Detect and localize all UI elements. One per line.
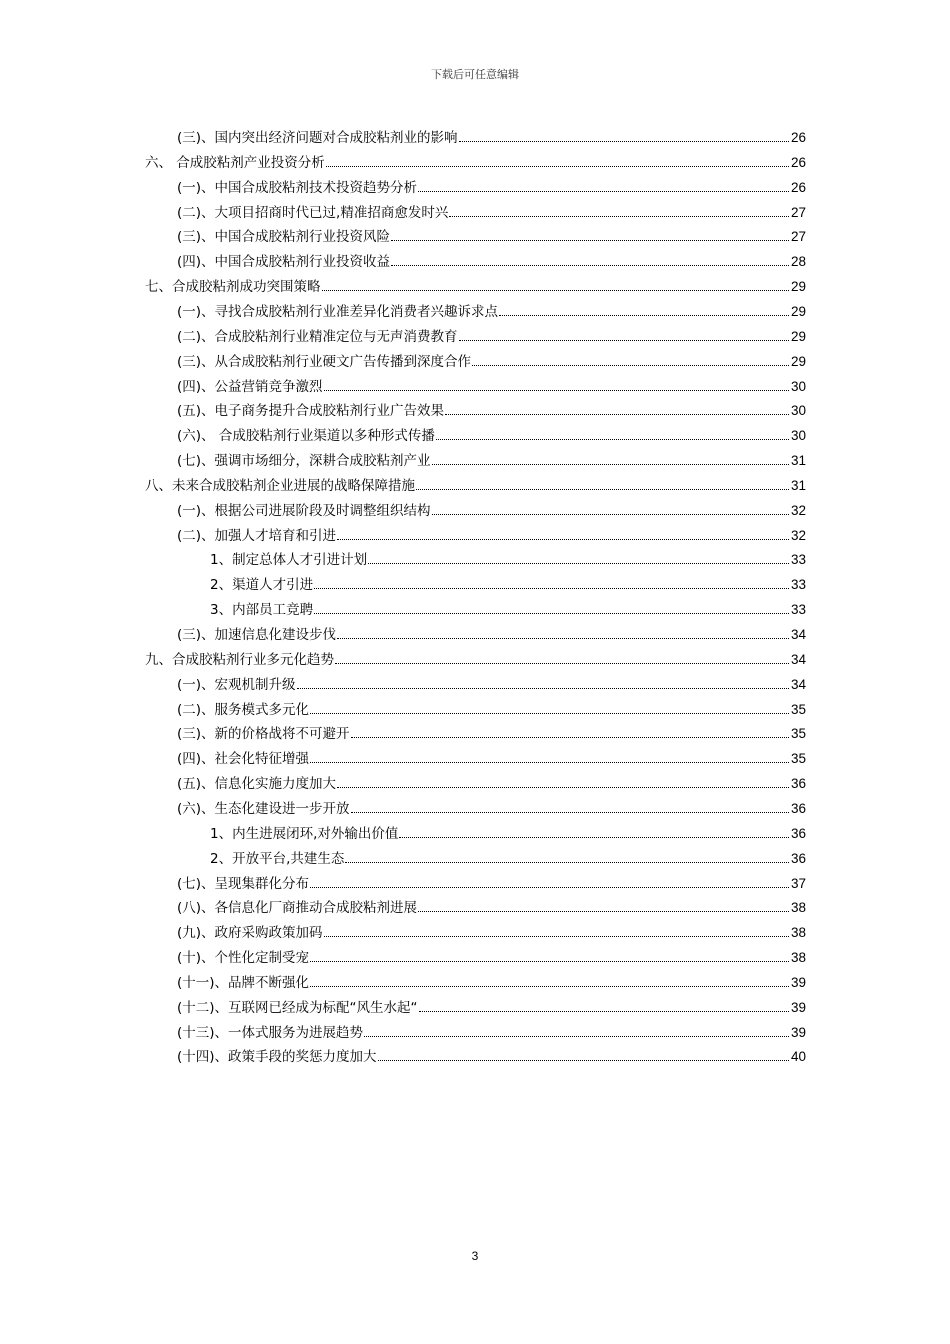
toc-dot-leader <box>314 588 789 589</box>
toc-entry-title: 2、渠道人才引进 <box>210 577 314 594</box>
toc-entry-page-number: 31 <box>790 477 806 493</box>
toc-entry[interactable] <box>177 250 806 270</box>
toc-dot-leader <box>310 713 789 714</box>
toc-dot-leader <box>378 1060 789 1061</box>
page-number: 3 <box>471 1249 479 1263</box>
toc-entry-title: (五)、电子商务提升合成胶粘剂行业广告效果 <box>177 403 445 420</box>
toc-entry-page-number: 33 <box>790 552 806 568</box>
toc-entry[interactable] <box>177 375 806 395</box>
toc-dot-leader <box>326 166 789 167</box>
toc-entry[interactable] <box>145 474 806 494</box>
toc-entry[interactable] <box>177 350 806 370</box>
toc-dot-leader <box>337 539 789 540</box>
toc-entry-title: (五)、信息化实施力度加大 <box>177 776 337 793</box>
toc-entry-title: (三)、中国合成胶粘剂行业投资风险 <box>177 229 391 246</box>
toc-dot-leader <box>368 563 789 564</box>
toc-entry-title: (四)、公益营销竞争激烈 <box>177 378 323 395</box>
toc-entry[interactable] <box>177 399 806 419</box>
toc-entry[interactable] <box>177 449 806 469</box>
toc-entry-page-number: 39 <box>790 1024 806 1040</box>
toc-entry-page-number: 39 <box>790 999 806 1015</box>
toc-entry[interactable] <box>177 971 806 991</box>
toc-entry[interactable] <box>210 822 806 842</box>
toc-entry-title: 1、制定总体人才引进计划 <box>210 552 368 569</box>
toc-entry-page-number: 34 <box>790 651 806 667</box>
toc-entry[interactable] <box>177 921 806 941</box>
toc-entry[interactable] <box>177 524 806 544</box>
toc-entry-page-number: 32 <box>790 527 806 543</box>
toc-entry-page-number: 36 <box>790 800 806 816</box>
toc-entry[interactable] <box>177 673 806 693</box>
toc-entry[interactable] <box>210 548 806 568</box>
toc-dot-leader <box>418 191 789 192</box>
toc-entry-page-number: 33 <box>790 602 806 618</box>
toc-entry[interactable] <box>177 201 806 221</box>
toc-entry[interactable] <box>177 325 806 345</box>
toc-dot-leader <box>310 887 789 888</box>
toc-entry-title: (六)、生态化建设进一步开放 <box>177 800 350 817</box>
toc-entry-title: (三)、新的价格战将不可避开 <box>177 726 350 743</box>
toc-entry[interactable] <box>177 126 806 146</box>
toc-entry-page-number: 35 <box>790 726 806 742</box>
toc-entry-page-number: 38 <box>790 925 806 941</box>
toc-entry-page-number: 34 <box>790 627 806 642</box>
toc-entry-title: (七)、强调市场细分，深耕合成胶粘剂产业 <box>177 453 431 470</box>
toc-entry-page-number: 29 <box>790 303 806 319</box>
toc-dot-leader <box>351 812 789 813</box>
toc-entry-title: (二)、合成胶粘剂行业精准定位与无声消费教育 <box>177 328 458 345</box>
toc-dot-leader <box>297 688 789 689</box>
toc-entry-page-number: 36 <box>790 776 806 792</box>
toc-entry-page-number: 36 <box>790 825 806 841</box>
toc-dot-leader <box>472 365 789 366</box>
toc-dot-leader <box>416 489 789 490</box>
toc-entry-title: (四)、社会化特征增强 <box>177 751 310 768</box>
toc-dot-leader <box>499 315 789 316</box>
toc-entry-page-number: 39 <box>790 974 806 990</box>
toc-entry[interactable] <box>177 424 806 444</box>
toc-entry-page-number: 28 <box>790 254 806 270</box>
toc-entry-page-number: 26 <box>790 154 806 170</box>
toc-entry-page-number: 35 <box>790 701 806 717</box>
toc-entry[interactable] <box>177 1045 806 1065</box>
toc-entry-title: (二)、大项目招商时代已过,精准招商愈发时兴 <box>177 204 449 221</box>
toc-entry-title: 七、合成胶粘剂成功突围策略 <box>145 279 321 296</box>
toc-entry-title: (一)、寻找合成胶粘剂行业准差异化消费者兴趣诉求点 <box>177 303 499 320</box>
toc-dot-leader <box>314 613 789 614</box>
toc-dot-leader <box>324 936 789 937</box>
toc-entry[interactable] <box>177 300 806 320</box>
toc-entry[interactable] <box>210 598 806 618</box>
toc-entry-page-number: 30 <box>790 403 806 419</box>
toc-dot-leader <box>459 141 789 142</box>
toc-entry[interactable] <box>210 573 806 593</box>
toc-entry-title: (三)、国内突出经济问题对合成胶粘剂业的影响 <box>177 130 458 146</box>
toc-dot-leader <box>418 911 789 912</box>
toc-entry-title: (三)、从合成胶粘剂行业硬文广告传播到深度合作 <box>177 353 472 370</box>
toc-entry-title: (十一)、品牌不断强化 <box>177 974 310 991</box>
toc-entry[interactable] <box>177 996 806 1016</box>
toc-entry-title: 1、内生进展闭环,对外输出价值 <box>210 825 399 842</box>
toc-entry[interactable] <box>177 946 806 966</box>
toc-entry-page-number: 29 <box>790 353 806 369</box>
toc-entry[interactable] <box>177 722 806 742</box>
toc-entry-page-number: 29 <box>790 328 806 344</box>
toc-entry[interactable] <box>177 225 806 245</box>
toc-entry-title: 九、合成胶粘剂行业多元化趋势 <box>145 651 334 668</box>
toc-entry-title: (十)、个性化定制受宠 <box>177 950 310 967</box>
toc-dot-leader <box>337 638 789 639</box>
toc-entry[interactable] <box>177 499 806 519</box>
toc-dot-leader <box>324 390 789 391</box>
toc-entry-title: 2、开放平台,共建生态 <box>210 850 345 867</box>
toc-entry[interactable] <box>145 648 806 668</box>
toc-entry-title: (四)、中国合成胶粘剂行业投资收益 <box>177 254 391 271</box>
toc-entry-page-number: 26 <box>790 179 806 195</box>
toc-dot-leader <box>351 737 789 738</box>
toc-entry[interactable] <box>177 623 806 643</box>
toc-entry[interactable] <box>177 896 806 916</box>
toc-dot-leader <box>391 240 789 241</box>
toc-dot-leader <box>310 986 789 987</box>
toc-entry[interactable] <box>177 747 806 767</box>
toc-entry-page-number: 35 <box>790 751 806 767</box>
page-header-note: 下载后可任意编辑 <box>431 68 519 81</box>
toc-entry[interactable] <box>177 872 806 892</box>
toc-entry[interactable] <box>145 151 806 171</box>
toc-entry-page-number: 30 <box>790 378 806 394</box>
toc-entry-title: (八)、各信息化厂商推动合成胶粘剂进展 <box>177 900 418 917</box>
toc-entry[interactable] <box>145 275 806 295</box>
toc-entry-title: 3、内部员工竞聘 <box>210 602 314 619</box>
toc-dot-leader <box>335 663 789 664</box>
toc-dot-leader <box>459 340 789 341</box>
toc-entry-title: (一)、宏观机制升级 <box>177 676 296 693</box>
toc-entry[interactable] <box>177 772 806 792</box>
toc-entry-title: (九)、政府采购政策加码 <box>177 925 323 942</box>
toc-dot-leader <box>399 837 789 838</box>
toc-entry-page-number: 33 <box>790 577 806 593</box>
toc-entry-page-number: 40 <box>790 1049 806 1065</box>
toc-entry-title: 八、未来合成胶粘剂企业进展的战略保障措施 <box>145 477 415 494</box>
toc-dot-leader <box>432 464 789 465</box>
toc-entry-title: (十二)、互联网已经成为标配“风生水起“ <box>177 999 418 1016</box>
toc-entry-page-number: 27 <box>790 204 806 220</box>
toc-entry[interactable] <box>177 698 806 718</box>
toc-entry-page-number: 38 <box>790 950 806 966</box>
toc-entry[interactable] <box>177 176 806 196</box>
toc-dot-leader <box>436 439 789 440</box>
toc-entry[interactable] <box>177 1021 806 1041</box>
toc-entry-page-number: 31 <box>790 453 806 469</box>
toc-entry-page-number: 36 <box>790 850 806 866</box>
toc-dot-leader <box>310 762 789 763</box>
toc-entry-page-number: 29 <box>790 279 806 295</box>
toc-entry-page-number: 27 <box>790 229 806 245</box>
toc-dot-leader <box>337 787 789 788</box>
toc-entry-page-number: 26 <box>790 130 806 145</box>
toc-entry-title: (七)、呈现集群化分布 <box>177 875 310 892</box>
toc-entry-page-number: 30 <box>790 428 806 444</box>
toc-dot-leader <box>419 1011 789 1012</box>
toc-dot-leader <box>364 1036 789 1037</box>
toc-dot-leader <box>391 265 789 266</box>
toc-entry-page-number: 32 <box>790 502 806 518</box>
toc-entry-title: (三)、加速信息化建设步伐 <box>177 627 337 643</box>
toc-entry-page-number: 34 <box>790 676 806 692</box>
toc-dot-leader <box>310 961 789 962</box>
toc-entry-title: (十四)、政策手段的奖惩力度加大 <box>177 1049 377 1066</box>
toc-dot-leader <box>322 290 789 291</box>
toc-dot-leader <box>449 216 789 217</box>
toc-dot-leader <box>345 862 789 863</box>
toc-dot-leader <box>432 514 789 515</box>
toc-entry-title: (十三)、一体式服务为进展趋势 <box>177 1024 364 1041</box>
toc-dot-leader <box>445 414 789 415</box>
toc-entry-title: (六)、 合成胶粘剂行业渠道以多种形式传播 <box>177 428 435 445</box>
toc-entry-title: (一)、根据公司进展阶段及时调整组织结构 <box>177 502 431 519</box>
toc-entry-title: (二)、服务模式多元化 <box>177 701 310 718</box>
toc-entry-page-number: 38 <box>790 900 806 916</box>
toc-entry-title: (二)、加强人才培育和引进 <box>177 527 337 544</box>
toc-entry[interactable] <box>210 847 806 867</box>
toc-entry-title: 六、 合成胶粘剂产业投资分析 <box>145 154 325 171</box>
toc-entry-title: (一)、中国合成胶粘剂技术投资趋势分析 <box>177 179 418 196</box>
toc-entry-page-number: 37 <box>790 875 806 891</box>
toc-entry[interactable] <box>177 797 806 817</box>
